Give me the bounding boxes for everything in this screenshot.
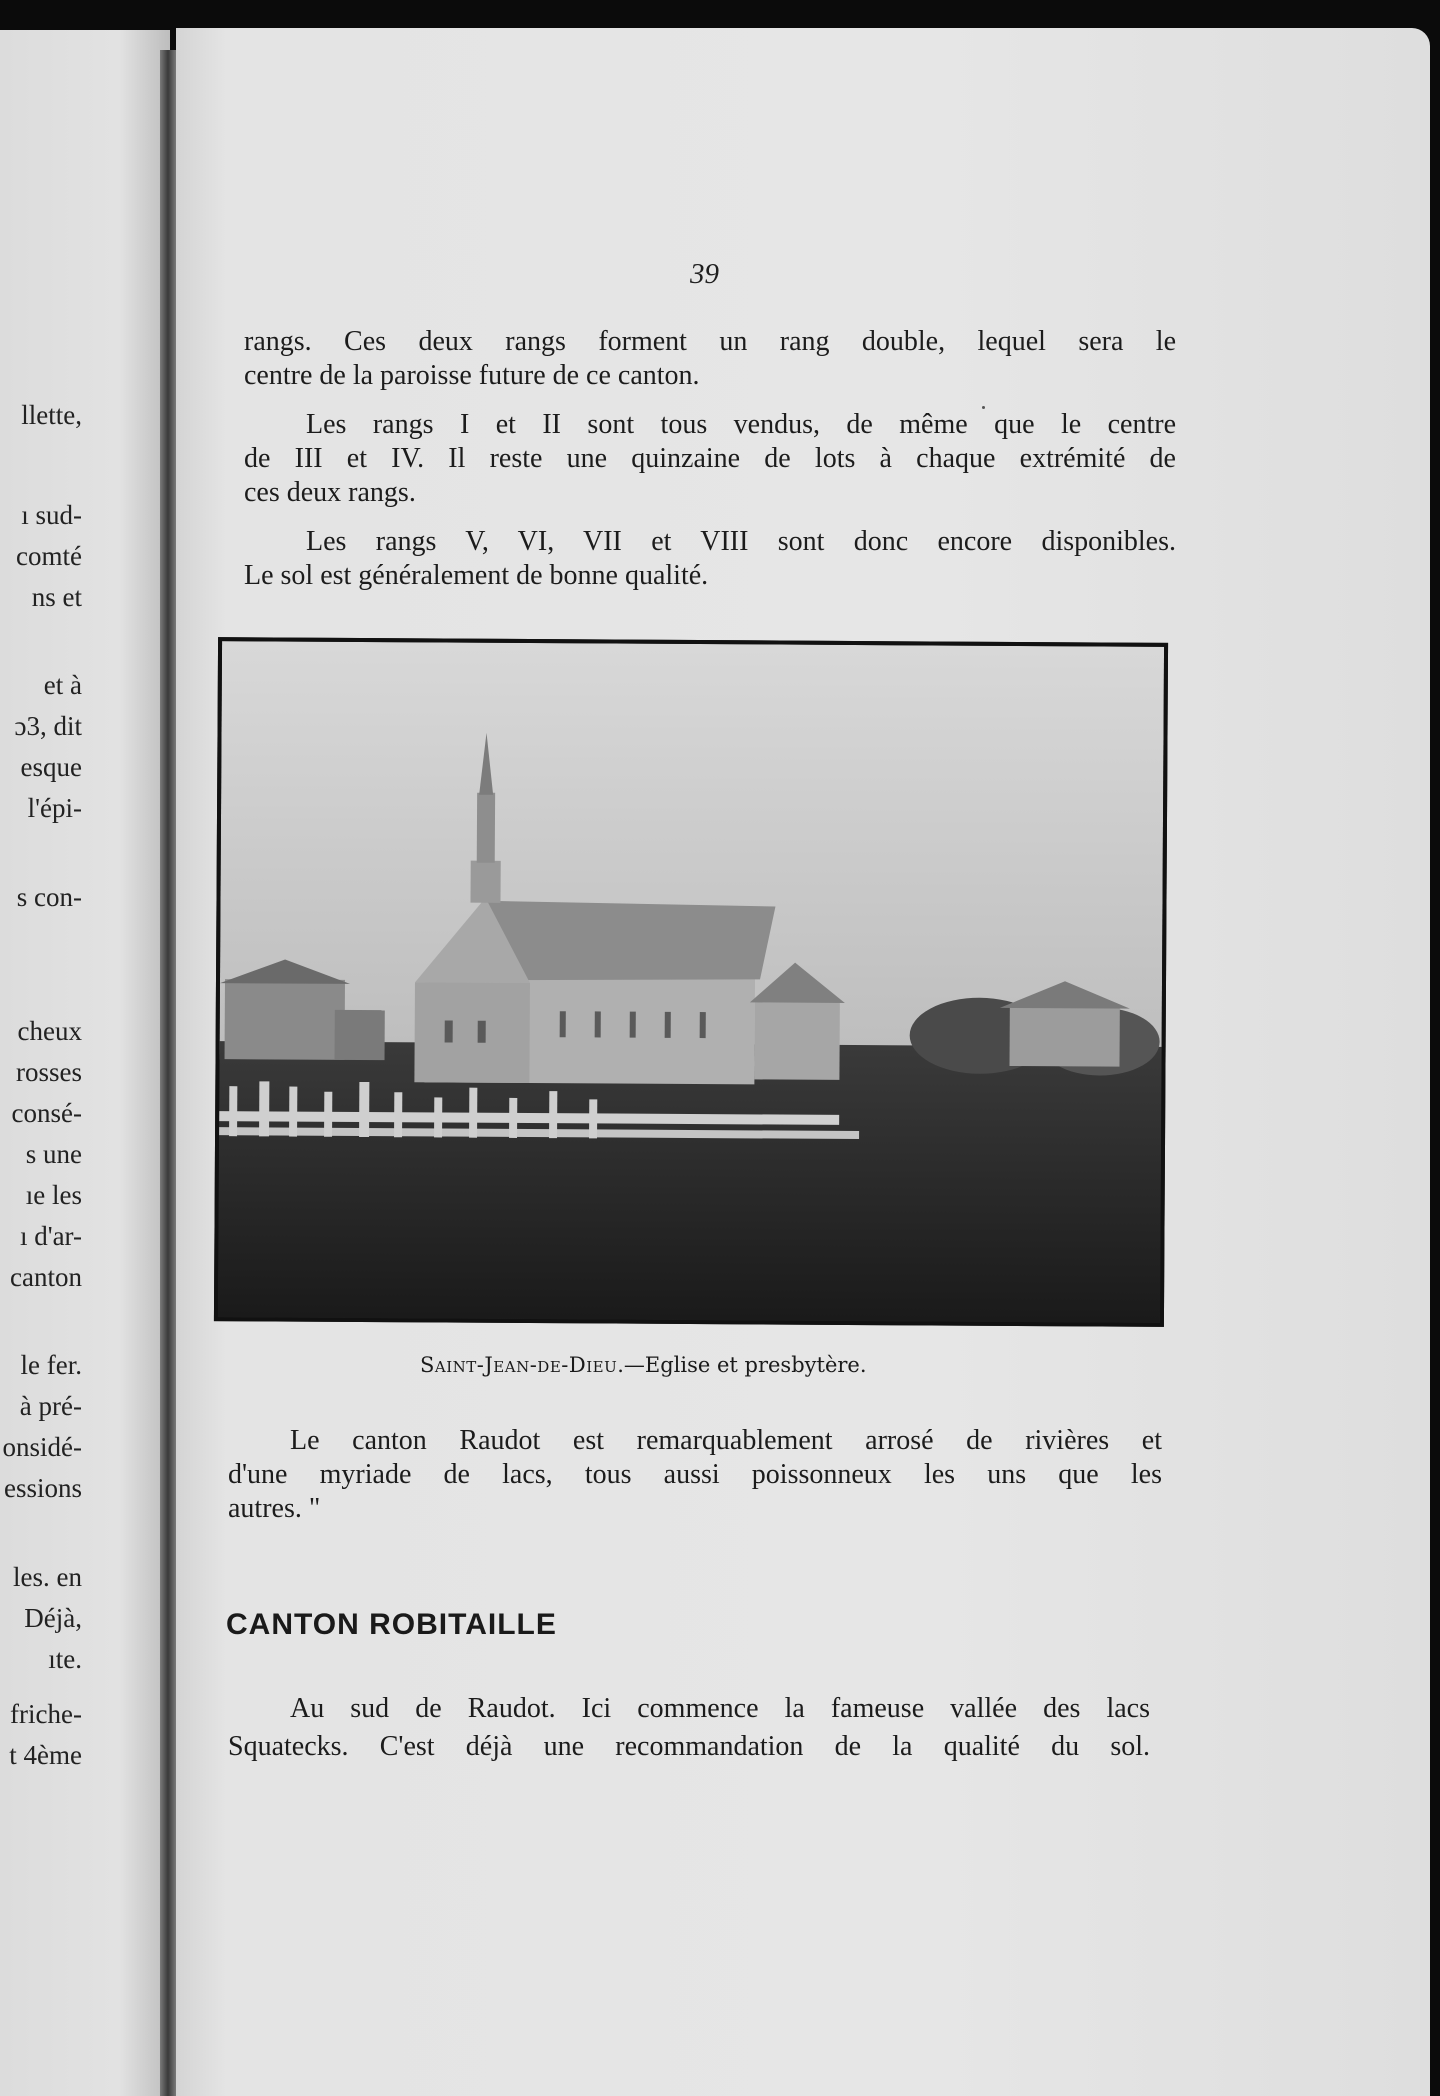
facing-page-text: le fer. (20, 1350, 82, 1380)
caption-text: .—Eglise et presbytère. (617, 1353, 867, 1377)
facing-page-text: rosses (16, 1057, 82, 1087)
church-photograph (214, 637, 1168, 1327)
facing-page-text: ıte. (48, 1644, 82, 1674)
facing-page-text: ns et (31, 582, 82, 612)
paragraph-line: Les rangs I et II sont tous vendus, de même que le centre (306, 409, 1176, 440)
paragraph-line: ces deux rangs. (244, 477, 416, 508)
church-photo-illustration (218, 641, 1164, 1323)
paragraph-line: Squatecks. C'est déjà une recommandation de la qualité du sol. (228, 1731, 1150, 1762)
facing-page-text: s une (25, 1139, 82, 1169)
facing-page-text: ı sud- (21, 500, 82, 530)
facing-page-text: esque (20, 752, 82, 782)
facing-page-text: les. en (13, 1562, 82, 1592)
facing-page-fragment (0, 30, 170, 2096)
facing-page-text: friche- (10, 1699, 82, 1729)
facing-page-text: comté (16, 541, 82, 571)
facing-page-text: cheux (17, 1016, 82, 1046)
paragraph-line: rangs. Ces deux rangs forment un rang double, lequel sera le (244, 326, 1176, 357)
section-heading: CANTON ROBITAILLE (226, 1608, 557, 1641)
facing-page-text: ɔ3, dit (14, 711, 82, 741)
paragraph-line: Le sol est généralement de bonne qualité. (244, 560, 709, 591)
photo-caption (420, 1353, 867, 1377)
paragraph-line: centre de la paroisse future de ce canton. (244, 360, 700, 391)
facing-page-text: canton (10, 1262, 82, 1292)
facing-page-text: ıe les (25, 1180, 82, 1210)
paragraph-line: autres. " (228, 1493, 321, 1524)
facing-page-text: s con- (16, 882, 82, 912)
facing-page-text: l'épi- (27, 793, 82, 823)
facing-page-text: à pré- (19, 1391, 82, 1421)
facing-page-text: essions (3, 1473, 82, 1503)
facing-page-text: et à (43, 670, 82, 700)
facing-page-text: llette, (21, 400, 82, 430)
page-number: 39 (690, 258, 719, 290)
caption-place: Saint-Jean-de-Dieu (420, 1353, 618, 1377)
paragraph-line: d'une myriade de lacs, tous aussi poissonneux les uns que les (228, 1459, 1162, 1490)
facing-page-text: Déjà, (24, 1603, 82, 1633)
facing-page-text: consé- (11, 1098, 82, 1128)
facing-page-text: ı d'ar- (19, 1221, 82, 1251)
facing-page-text: t 4ème (9, 1740, 82, 1770)
paragraph-line: Au sud de Raudot. Ici commence la fameuse vallée des lacs (290, 1693, 1150, 1724)
paragraph-line: Les rangs V, VI, VII et VIII sont donc encore disponibles. (306, 526, 1176, 557)
paragraph-line: de III et IV. Il reste une quinzaine de lots à chaque extrémité de (244, 443, 1176, 474)
paragraph-line: Le canton Raudot est remarquablement arrosé de rivières et (290, 1425, 1162, 1456)
facing-page-text: onsidé- (2, 1432, 82, 1462)
